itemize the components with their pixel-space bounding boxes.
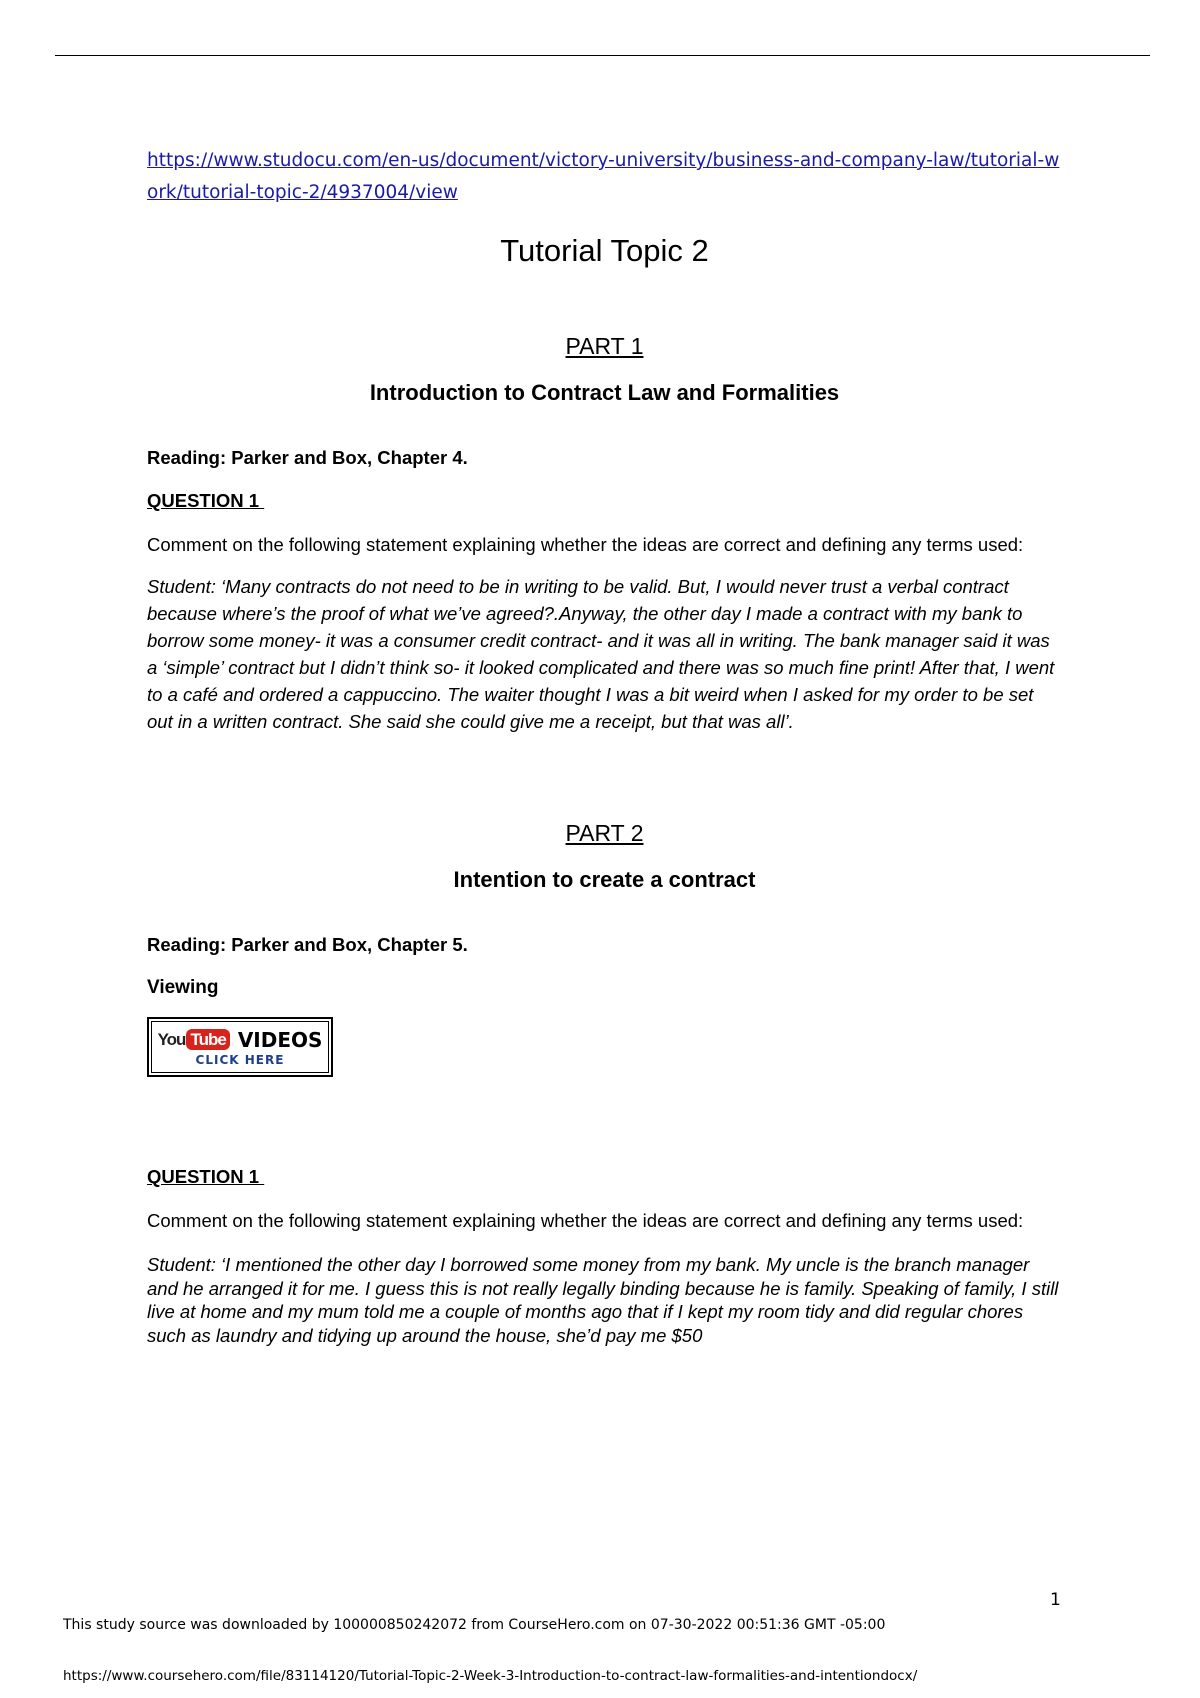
part-2-question-heading: QUESTION 1 — [147, 1166, 265, 1187]
viewing-label: Viewing — [147, 977, 219, 998]
part-2-reading: Reading: Parker and Box, Chapter 5. — [147, 934, 468, 955]
youtube-logo-tube: Tube — [186, 1029, 229, 1050]
part-2-subtitle: Intention to create a contract — [453, 867, 756, 892]
part-2-label: PART 2 — [565, 820, 644, 846]
footer-url: https://www.coursehero.com/file/83114120/Tutorial-Topic-2-Week-3-Introduction-to-contract-law-formalities-and-intentiondocx/ — [63, 1668, 918, 1684]
videos-label: VIDEOS — [237, 1027, 323, 1052]
youtube-logo-you: You — [157, 1029, 186, 1049]
page-title: Tutorial Topic 2 — [500, 233, 709, 268]
document-body — [147, 145, 1062, 1347]
part-2-student-statement: Student: ‘I mentioned the other day I borrowed some money from my bank. My uncle is the branch manager and he arranged it for me. I guess this is not really legally binding because he is family. Speaking of family, I still live at home and my mum told me a couple of months ago that if I kept my room tidy and did regular chores such as laundry and tidying up around the house, she’d pay me $50 — [147, 1254, 1059, 1346]
part-1-question-heading: QUESTION 1 — [147, 490, 265, 511]
part-1-label: PART 1 — [565, 333, 644, 359]
top-rule — [55, 55, 1150, 56]
download-notice: This study source was downloaded by 100000850242072 from CourseHero.com on 07-30-2022 00:51:36 GMT -05:00 — [63, 1617, 886, 1633]
part-1-reading: Reading: Parker and Box, Chapter 4. — [147, 447, 468, 468]
part-1-student-statement: Student: ‘Many contracts do not need to be in writing to be valid. But, I would never trust a verbal contract because where’s the proof of what we’ve agreed?.Anyway, the other day I made a contract with my bank to borrow some money- it was a consumer credit contract- and it was all in writing. The bank manager said it was a ‘simple’ contract but I didn’t think so- it looked complicated and there was so much fine print! After that, I went to a café and ordered a cappuccino. The waiter thought I was a bit weird when I asked for my order to be set out in a written contract. She said she could give me a receipt, but that was all’. — [147, 576, 1055, 732]
part-1-question-text: Comment on the following statement explaining whether the ideas are correct and defining any terms used: — [147, 534, 1024, 555]
source-link[interactable]: https://www.studocu.com/en-us/document/victory-university/business-and-company-law/tutorial-work/tutorial-topic-2/4937004/view — [147, 150, 1060, 203]
youtube-logo — [158, 1030, 230, 1050]
part-1-subtitle: Introduction to Contract Law and Formalities — [369, 380, 840, 405]
part-2-question-text: Comment on the following statement explaining whether the ideas are correct and defining any terms used: — [147, 1210, 1024, 1231]
click-here-label: CLICK HERE — [195, 1052, 285, 1067]
page-number: 1 — [1050, 1590, 1061, 1610]
youtube-videos-button[interactable] — [147, 1017, 333, 1077]
youtube-logo-row — [158, 1028, 323, 1052]
